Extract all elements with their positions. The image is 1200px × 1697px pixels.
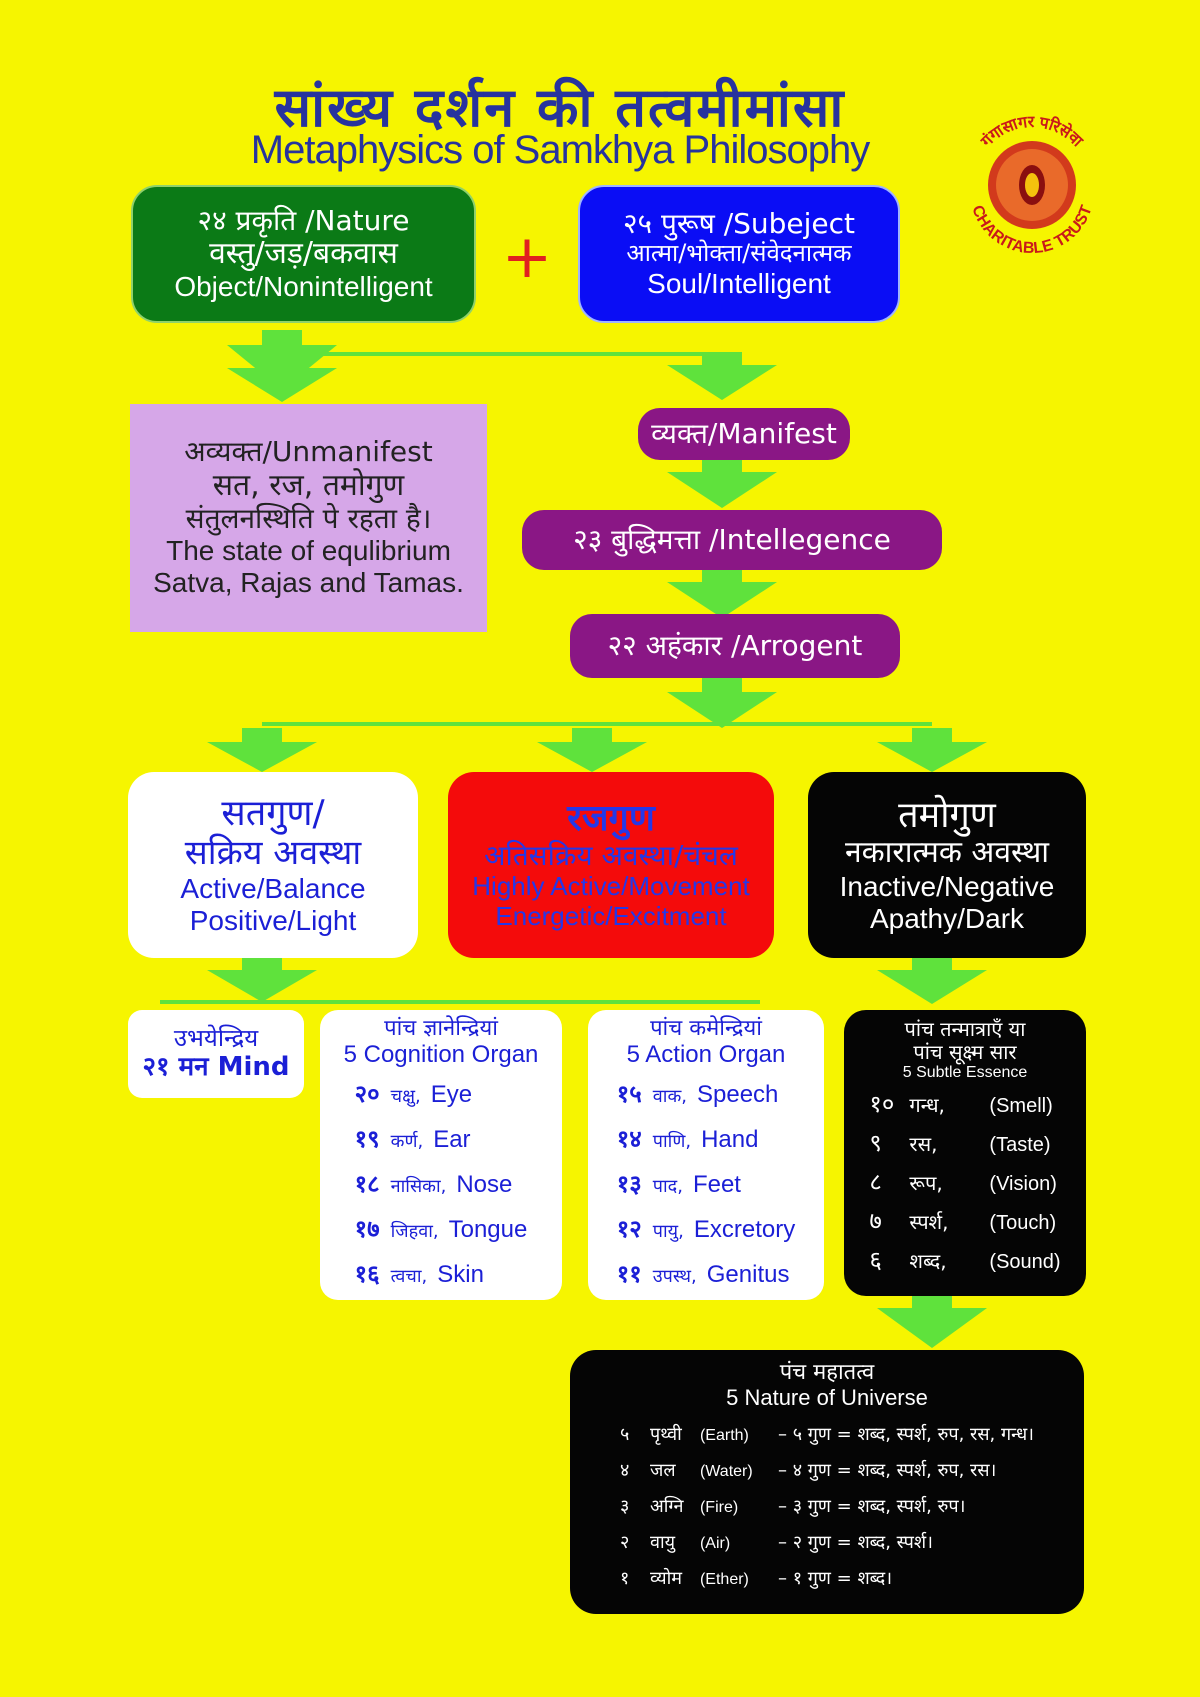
ahankar-label: २२ अहंकार /Arrogent xyxy=(607,628,863,662)
item-number: ४ xyxy=(619,1459,630,1481)
cognition-item xyxy=(355,1118,528,1163)
item-english: Skin xyxy=(437,1260,484,1288)
title-english: Metaphysics of Samkhya Philosophy xyxy=(250,128,870,172)
item-english: (Vision) xyxy=(989,1173,1057,1196)
item-hindi: पायु, xyxy=(652,1220,684,1242)
subtle-item xyxy=(869,1164,1060,1203)
sattva-line2: सक्रिय अवस्था xyxy=(184,832,362,873)
item-rule: – ३ गुण = शब्द, स्पर्श, रुप। xyxy=(777,1495,966,1517)
item-number: १० xyxy=(869,1090,895,1119)
element-item xyxy=(620,1489,1034,1525)
item-hindi: व्योम xyxy=(649,1567,682,1589)
arrow-to-rajas xyxy=(537,728,647,772)
subtle-title-en: 5 Subtle Essence xyxy=(902,1064,1028,1081)
item-number: १६ xyxy=(354,1259,380,1288)
elements-list xyxy=(620,1417,1034,1597)
unmanifest-line5: Satva, Rajas and Tamas. xyxy=(153,567,464,599)
item-english: (Touch) xyxy=(989,1212,1057,1235)
unmanifest-line4: The state of equlibrium xyxy=(166,535,451,567)
item-english: Nose xyxy=(456,1170,513,1198)
intelligence-label: २३ बुद्धिमत्ता /Intellegence xyxy=(573,522,891,556)
arrow-to-sattva xyxy=(207,728,317,772)
title-hindi: सांख्य दर्शन की तत्वमीमांसा xyxy=(274,76,846,139)
action-item xyxy=(617,1208,795,1253)
arrow-to-unmanifest xyxy=(227,355,337,402)
item-number: ६ xyxy=(869,1246,882,1275)
element-item xyxy=(620,1453,1034,1489)
rajas-line1: रजगुण xyxy=(567,798,655,840)
item-hindi: जिहवा, xyxy=(390,1220,439,1242)
item-english: (Earth) xyxy=(699,1426,749,1444)
cognition-item xyxy=(355,1073,528,1118)
action-item xyxy=(617,1253,795,1298)
item-rule: – ४ गुण = शब्द, स्पर्श, रुप, रस। xyxy=(777,1459,997,1481)
item-english: Tongue xyxy=(448,1215,528,1243)
arrow-tamas-down xyxy=(877,958,987,1004)
item-english: Eye xyxy=(430,1080,473,1108)
item-hindi: पाणि, xyxy=(652,1130,692,1152)
subtle-title-hi2: पांच सूक्ष्म सार xyxy=(913,1040,1017,1064)
subject-line3: Soul/Intelligent xyxy=(647,267,831,299)
action-title-en: 5 Action Organ xyxy=(626,1041,786,1069)
subtle-item xyxy=(869,1125,1060,1164)
item-rule: – २ गुण = शब्द, स्पर्श। xyxy=(777,1531,933,1553)
cognition-item xyxy=(355,1253,528,1298)
cognition-title-en: 5 Cognition Organ xyxy=(343,1041,539,1069)
elements-title-en: 5 Nature of Universe xyxy=(726,1385,928,1411)
item-number: १२ xyxy=(616,1214,642,1243)
seal-top-text: गंगासागर परिसेवा xyxy=(978,113,1086,151)
element-item xyxy=(620,1561,1034,1597)
item-hindi: अग्नि xyxy=(649,1495,684,1517)
item-hindi: कर्ण, xyxy=(390,1130,424,1152)
item-english: (Sound) xyxy=(989,1251,1061,1274)
subtle-box xyxy=(844,1010,1086,1296)
action-title-hi: पांच कमेन्द्रियां xyxy=(650,1016,762,1041)
arrow-manifest-down xyxy=(667,460,777,508)
item-number: १४ xyxy=(616,1124,642,1153)
item-number: १ xyxy=(619,1567,630,1589)
arrow-subject-down xyxy=(667,352,777,400)
tamas-box xyxy=(808,772,1086,958)
element-item xyxy=(620,1417,1034,1453)
unmanifest-line1: अव्यक्त/Unmanifest xyxy=(184,435,433,469)
manifest-label: व्यक्त/Manifest xyxy=(651,416,837,450)
item-hindi: पृथ्वी xyxy=(649,1423,682,1445)
item-english: Hand xyxy=(701,1125,759,1153)
item-number: २ xyxy=(619,1531,630,1553)
item-english: (Ether) xyxy=(699,1570,749,1588)
item-english: Genitus xyxy=(706,1260,790,1288)
item-english: Excretory xyxy=(693,1215,796,1243)
connector-gunas xyxy=(262,722,932,726)
item-number: ५ xyxy=(619,1423,630,1445)
arrow-to-tamas xyxy=(877,728,987,772)
arrow-sattva-down xyxy=(207,958,317,1002)
item-number: १७ xyxy=(354,1214,380,1243)
item-hindi: शब्द, xyxy=(909,1249,947,1274)
nature-line2: वस्तु/जड़/बकवास xyxy=(209,235,398,271)
item-number: १५ xyxy=(616,1079,642,1108)
item-hindi: गन्ध, xyxy=(909,1093,945,1118)
item-english: (Air) xyxy=(699,1534,731,1552)
intelligence-box xyxy=(522,510,942,570)
item-english: (Smell) xyxy=(989,1095,1053,1118)
sattva-line3: Active/Balance xyxy=(180,873,366,905)
cognition-list xyxy=(355,1073,528,1298)
nature-line1: २४ प्रकृति /Nature xyxy=(197,203,410,237)
connector-nature-subject xyxy=(282,352,722,356)
subject-line2: आत्मा/भोक्ता/संवेदनात्मक xyxy=(626,239,852,268)
item-english: Speech xyxy=(697,1080,779,1108)
item-number: ७ xyxy=(869,1207,882,1236)
sattva-line4: Positive/Light xyxy=(189,905,357,937)
tamas-line1: तमोगुण xyxy=(898,794,996,836)
rajas-box xyxy=(448,772,774,958)
plus-sign: + xyxy=(501,222,553,292)
unmanifest-line2: सत, रज, तमोगुण xyxy=(212,467,405,503)
tamas-line4: Apathy/Dark xyxy=(869,902,1025,934)
ahankar-box xyxy=(570,614,900,678)
subtle-item xyxy=(869,1086,1060,1125)
ubhayendriya-line2: २१ मन Mind xyxy=(142,1051,290,1082)
item-number: १८ xyxy=(354,1169,380,1198)
sattva-box xyxy=(128,772,418,958)
item-hindi: नासिका, xyxy=(390,1175,447,1197)
elements-title-hi: पंच महातत्व xyxy=(779,1360,875,1385)
seal-bottom-text: CHARITABLE TRUST xyxy=(968,203,1096,258)
subtle-item xyxy=(869,1203,1060,1242)
cognition-item xyxy=(355,1208,528,1253)
arrow-subtle-down xyxy=(877,1296,987,1348)
action-list xyxy=(617,1073,795,1298)
item-hindi: स्पर्श, xyxy=(909,1210,949,1235)
item-hindi: रस, xyxy=(909,1132,938,1157)
arrow-ahankar-down xyxy=(667,678,777,728)
ubhayendriya-box xyxy=(128,1010,304,1098)
item-hindi: त्वचा, xyxy=(390,1265,428,1287)
item-hindi: पाद, xyxy=(652,1175,683,1197)
item-hindi: वाक, xyxy=(652,1085,687,1107)
item-number: ९ xyxy=(869,1129,882,1158)
item-number: ८ xyxy=(869,1168,882,1197)
subtle-title-hi1: पांच तन्मात्राएँ या xyxy=(904,1017,1026,1041)
cognition-title-hi: पांच ज्ञानेन्द्रियां xyxy=(384,1016,498,1041)
item-rule: – ५ गुण = शब्द, स्पर्श, रुप, रस, गन्ध। xyxy=(777,1423,1035,1445)
subject-box xyxy=(578,185,900,323)
item-number: १९ xyxy=(354,1124,380,1153)
cognition-box xyxy=(320,1010,562,1300)
item-hindi: रूप, xyxy=(909,1171,943,1196)
tamas-line2: नकारात्मक अवस्था xyxy=(844,835,1050,871)
connector-organs xyxy=(160,1000,760,1004)
item-english: (Fire) xyxy=(699,1498,739,1516)
manifest-box xyxy=(638,408,850,460)
subject-line1: २५ पुरूष /Subeject xyxy=(622,207,856,241)
cognition-item xyxy=(355,1163,528,1208)
sattva-line1: सतगुण/ xyxy=(221,792,325,834)
action-item xyxy=(617,1118,795,1163)
action-box xyxy=(588,1010,824,1300)
subtle-item xyxy=(869,1242,1060,1281)
unmanifest-line3: संतुलनस्थिति पे रहता है। xyxy=(185,502,432,536)
unmanifest-box xyxy=(130,404,487,632)
item-english: Ear xyxy=(433,1125,471,1153)
item-number: २० xyxy=(354,1079,380,1108)
action-item xyxy=(617,1073,795,1118)
item-hindi: चक्षु, xyxy=(390,1085,421,1107)
element-item xyxy=(620,1525,1034,1561)
elements-box xyxy=(570,1350,1084,1614)
tamas-line3: Inactive/Negative xyxy=(839,870,1055,902)
item-english: (Taste) xyxy=(989,1134,1051,1157)
item-english: (Water) xyxy=(699,1462,753,1480)
item-rule: – १ गुण = शब्द। xyxy=(777,1567,893,1589)
arrow-intel-down xyxy=(667,570,777,618)
subtle-list xyxy=(869,1086,1060,1281)
item-number: ३ xyxy=(619,1495,630,1517)
nature-box xyxy=(131,185,476,323)
item-english: Feet xyxy=(692,1170,741,1198)
item-hindi: जल xyxy=(649,1459,676,1481)
ubhayendriya-line1: उभयेन्द्रिय xyxy=(173,1024,259,1053)
nature-line3: Object/Nonintelligent xyxy=(174,271,433,303)
rajas-line2: अतिसक्रिय अवस्था/चंचल xyxy=(484,838,738,872)
item-hindi: वायु xyxy=(649,1531,676,1553)
rajas-line3: Highly Active/Movement xyxy=(472,870,750,901)
rajas-line4: Energetic/Excitment xyxy=(495,900,727,931)
action-item xyxy=(617,1163,795,1208)
item-hindi: उपस्थ, xyxy=(652,1265,697,1287)
item-number: ११ xyxy=(616,1259,642,1288)
item-number: १३ xyxy=(616,1169,642,1198)
